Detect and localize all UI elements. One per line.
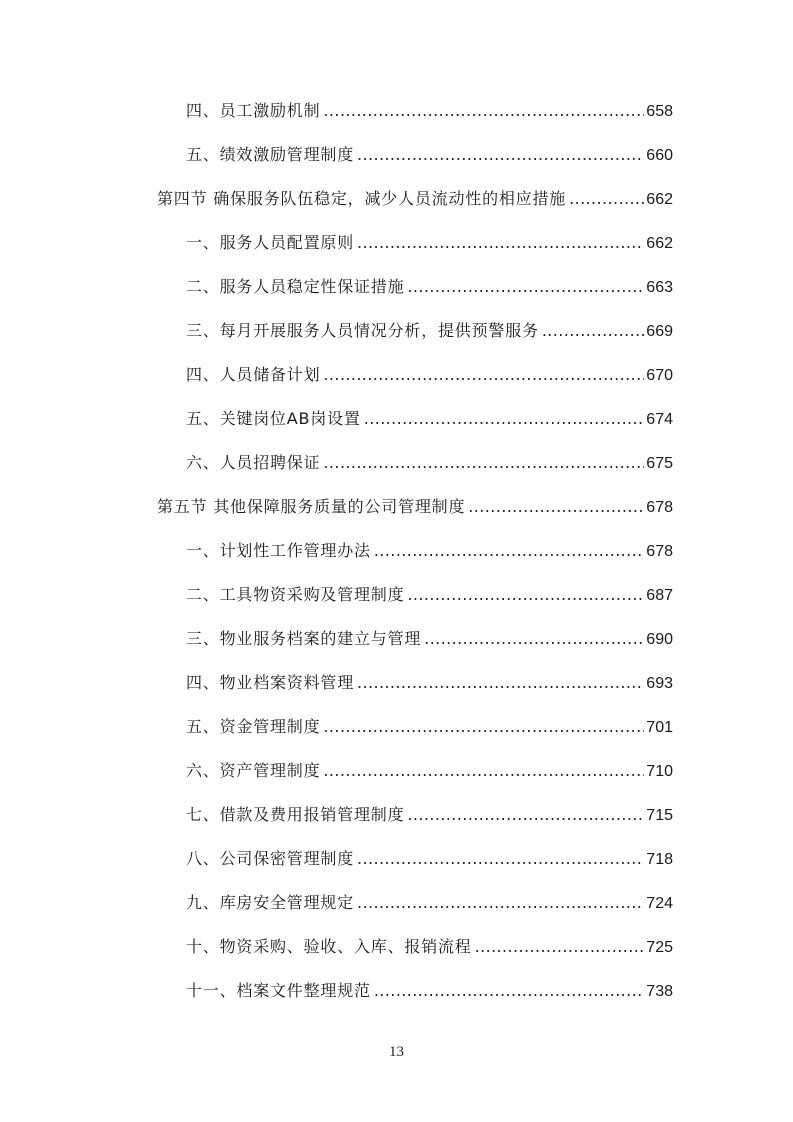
toc-entry[interactable] [186, 448, 673, 478]
toc-entry-page: 687 [646, 587, 673, 604]
toc-entry-title: 六、人员招聘保证 [186, 453, 321, 472]
toc-entry-title: 六、资产管理制度 [186, 761, 321, 780]
toc-entry[interactable] [186, 404, 673, 434]
toc-entry[interactable] [186, 976, 673, 1006]
toc-section-entry[interactable] [157, 492, 673, 522]
toc-entry[interactable] [186, 228, 673, 258]
toc-entry-title: 四、员工激励机制 [186, 101, 321, 120]
toc-entry-title: 三、每月开展服务人员情况分析，提供预警服务 [186, 321, 539, 340]
toc-entry-page: 675 [646, 455, 673, 472]
toc-leader-dots [407, 800, 644, 830]
toc-leader-dots [407, 272, 644, 302]
toc-entry-page: 662 [646, 235, 673, 252]
toc-entry[interactable] [186, 536, 673, 566]
toc-entry[interactable] [186, 932, 673, 962]
toc-entry[interactable] [186, 96, 673, 126]
toc-entry[interactable] [186, 844, 673, 874]
toc-leader-dots [357, 140, 644, 170]
toc-entry-page: 669 [646, 323, 673, 340]
toc-section-entry[interactable] [157, 184, 673, 214]
toc-entry[interactable] [186, 668, 673, 698]
toc-entry-title: 十一、档案文件整理规范 [186, 981, 371, 1000]
toc-entry-title: 七、借款及费用报销管理制度 [186, 805, 405, 824]
toc-leader-dots [357, 844, 644, 874]
toc-entry-page: 738 [646, 983, 673, 1000]
toc-leader-dots [542, 316, 644, 346]
toc-entry-title: 第四节 确保服务队伍稳定，减少人员流动性的相应措施 [157, 189, 567, 208]
toc-entry[interactable] [186, 712, 673, 742]
toc-leader-dots [357, 668, 644, 698]
toc-entry-page: 660 [646, 147, 673, 164]
toc-entry-page: 718 [646, 851, 673, 868]
toc-entry[interactable] [186, 624, 673, 654]
toc-entry-title: 十、物资采购、验收、入库、报销流程 [186, 937, 472, 956]
toc-entry-title: 四、物业档案资料管理 [186, 673, 355, 692]
toc-entry-page: 690 [646, 631, 673, 648]
toc-entry-title: 五、关键岗位AB岗设置 [186, 409, 361, 428]
toc-entry-page: 693 [646, 675, 673, 692]
toc-leader-dots [357, 888, 644, 918]
toc-entry-page: 678 [646, 543, 673, 560]
toc-leader-dots [323, 96, 644, 126]
toc-entry-title: 八、公司保密管理制度 [186, 849, 355, 868]
toc-leader-dots [407, 580, 644, 610]
toc-entry-title: 二、工具物资采购及管理制度 [186, 585, 405, 604]
toc-leader-dots [323, 448, 644, 478]
toc-entry-page: 658 [646, 103, 673, 120]
toc-entry-title: 一、计划性工作管理办法 [186, 541, 371, 560]
toc-entry-title: 四、人员储备计划 [186, 365, 321, 384]
toc-leader-dots [323, 712, 644, 742]
toc-leader-dots [364, 404, 645, 434]
toc-entry-page: 715 [646, 807, 673, 824]
toc-entry-page: 674 [646, 411, 673, 428]
toc-entry-title: 一、服务人员配置原则 [186, 233, 355, 252]
toc-entry[interactable] [186, 800, 673, 830]
toc-leader-dots [323, 756, 644, 786]
toc-entry-page: 701 [646, 719, 673, 736]
toc-entry[interactable] [186, 580, 673, 610]
toc-entry[interactable] [186, 888, 673, 918]
toc-entry[interactable] [186, 140, 673, 170]
toc-leader-dots [475, 932, 645, 962]
toc-entry-title: 五、绩效激励管理制度 [186, 145, 355, 164]
toc-leader-dots [374, 976, 644, 1006]
toc-entry-page: 724 [646, 895, 673, 912]
toc-entry-title: 二、服务人员稳定性保证措施 [186, 277, 405, 296]
toc-entry-title: 第五节 其他保障服务质量的公司管理制度 [157, 497, 466, 516]
toc-leader-dots [323, 360, 644, 390]
toc-entry-page: 670 [646, 367, 673, 384]
toc-entry[interactable] [186, 360, 673, 390]
toc-leader-dots [357, 228, 644, 258]
toc-entry[interactable] [186, 756, 673, 786]
toc-entry-page: 662 [646, 191, 673, 208]
toc-entry-page: 678 [646, 499, 673, 516]
page-number: 13 [389, 1044, 404, 1060]
toc-leader-dots [374, 536, 644, 566]
toc-entry-title: 九、库房安全管理规定 [186, 893, 355, 912]
toc-leader-dots [424, 624, 644, 654]
toc-entry-title: 三、物业服务档案的建立与管理 [186, 629, 422, 648]
toc-entry[interactable] [186, 272, 673, 302]
toc-entry-page: 710 [646, 763, 673, 780]
toc-entry[interactable] [186, 316, 673, 346]
toc-leader-dots [569, 184, 644, 214]
toc-entry-page: 663 [646, 279, 673, 296]
toc-leader-dots [468, 492, 644, 522]
toc-entry-page: 725 [646, 939, 673, 956]
toc-entry-title: 五、资金管理制度 [186, 717, 321, 736]
